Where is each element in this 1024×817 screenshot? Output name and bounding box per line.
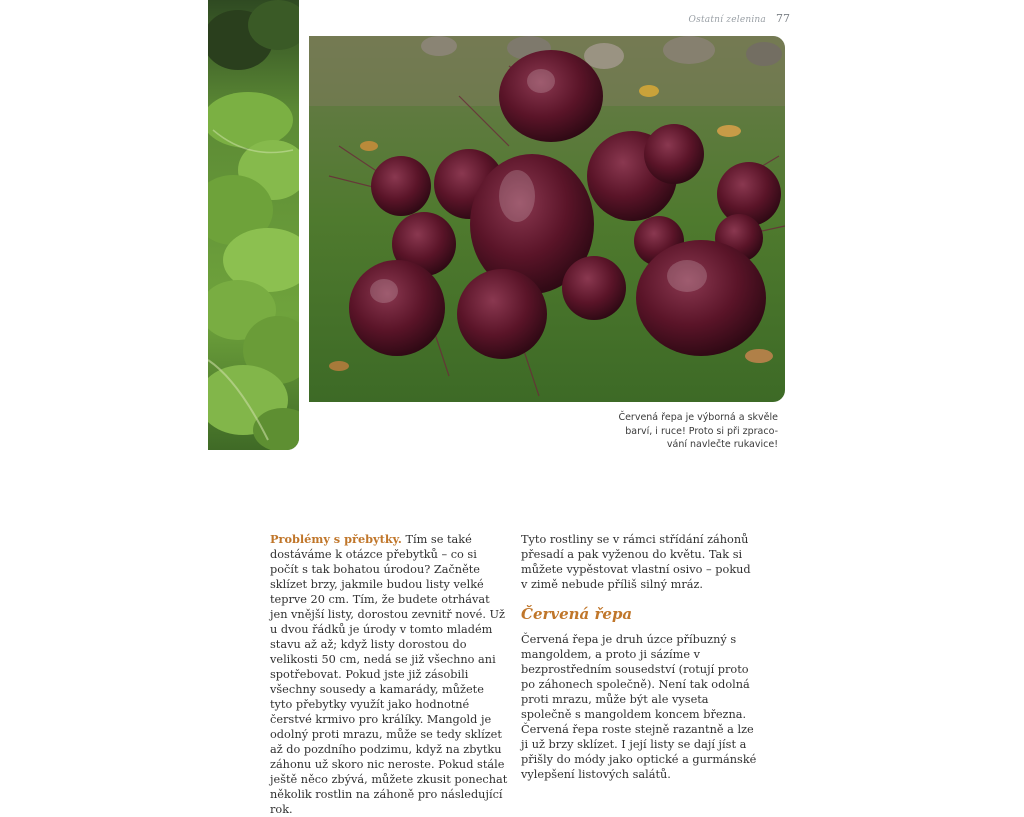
running-head: Ostatní zelenina <box>688 15 766 25</box>
chard-leaves-photo <box>208 0 299 450</box>
harvested-beetroots-photo <box>309 36 785 402</box>
paragraph-beetroot: Červená řepa je druh úzce příbuzný s mangoldem, a proto ji sázíme v bezprostředním sousedství (rotují proto po záhonech společně). Není tak odolná proti mrazu, může být ale vyseta společně s mangoldem koncem března. Červená řepa roste stejně razantně a lze ji už brzy sklízet. I její listy se dají jíst a přišly do módy jako optické a gurmánské vylepšení listových salátů. <box>521 633 757 781</box>
caption-line: vání navlečte rukavice! <box>666 439 778 450</box>
paragraph-body: Tím se také dostáváme k otázce přebytků – co si počít s tak bohatou úrodou? Začněte sklízet brzy, jakmile budou listy velké teprve 20 cm. Tím, že budete otrhávat jen vnější listy, dorostou zevnitř nové. Už u dvou řádků je úrody v tomto mladém stavu až až; když listy dorostou do velikosti 50 cm, nedá se již všechno ani spotřebovat. Pokud jste již zásobili všechny sousedy a kamarády, můžete tyto přebytky využít jako hodnotné čerstvé krmivo pro králíky. Mangold je odolný proti mrazu, může se tedy sklízet až do pozdního podzimu, když na zbytku záhonu už skoro nic neroste. Pokud stále ještě něco zbývá, můžete zkusit ponechat několik rostlin na záhoně pro následující rok. <box>270 533 508 816</box>
paragraph-intro: Tyto rostliny se v rámci střídání záhonů přesadí a pak vyženou do květu. Tak si můžete vypěstovat vlastní osivo – pokud v zimě nebude příliš silný mráz. <box>521 533 751 591</box>
page-number: 77 <box>776 12 790 25</box>
section-heading: Červená řepa <box>521 605 633 623</box>
caption-line: Červená řepa je výborná a skvěle <box>618 412 778 423</box>
left-text-column <box>270 532 508 817</box>
paragraph-surplus <box>270 532 508 817</box>
right-text-column <box>521 532 759 782</box>
photo-caption <box>578 411 778 452</box>
caption-line: barví, i ruce! Proto si při zpraco- <box>625 425 778 437</box>
page-header <box>660 12 790 28</box>
paragraph-lead: Problémy s přebytky. <box>270 532 402 546</box>
